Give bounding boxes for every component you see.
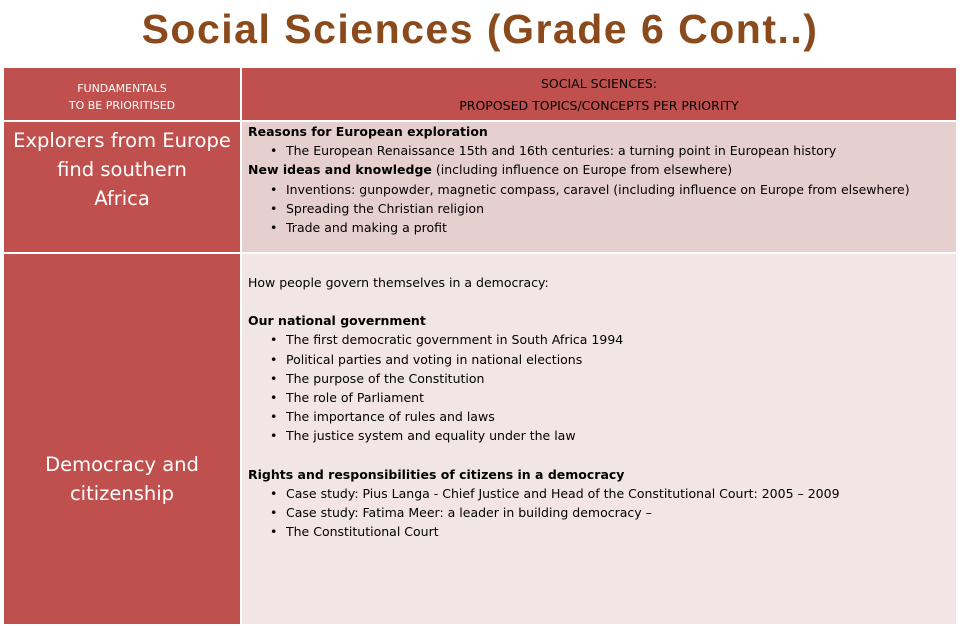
section-intro: How people govern themselves in a democracy: [248, 275, 549, 290]
list-item: • Case study: Fatima Meer: a leader in building democracy – [268, 503, 950, 522]
header-right-line1: SOCIAL SCIENCES: [540, 76, 658, 91]
list-item: • The importance of rules and laws [268, 407, 950, 426]
bullet-list [248, 180, 950, 238]
header-right-line2: PROPOSED TOPICS/CONCEPTS PER PRIORITY [459, 98, 739, 113]
section-heading: Rights and responsibilities of citizens in a democracy [248, 466, 625, 482]
header-fundamentals [3, 67, 241, 121]
bullet-list [248, 330, 950, 445]
bullet-list [248, 484, 950, 542]
list-item: • The role of Parliament [268, 388, 950, 407]
header-left-line2: TO BE PRIORITISED [68, 99, 176, 112]
list-item: • Trade and making a profit [268, 218, 950, 237]
topic-line: find southern [57, 158, 187, 181]
list-item: • Spreading the Christian religion [268, 199, 950, 218]
section-heading: New ideas and knowledge [248, 162, 432, 178]
list-item: • The purpose of the Constitution [268, 369, 950, 388]
table-row [3, 121, 957, 253]
list-item: • The first democratic government in South Africa 1994 [268, 330, 950, 349]
topic-cell-democracy [3, 253, 241, 625]
list-item: • Political parties and voting in national elections [268, 350, 950, 369]
topic-line: Democracy and [45, 453, 199, 476]
bullet-list [248, 141, 950, 160]
content-cell-explorers [241, 121, 957, 253]
table-row [3, 253, 957, 625]
spacer [248, 254, 950, 273]
section-heading-line [248, 160, 950, 179]
section-heading: Reasons for European exploration [248, 124, 488, 139]
content-cell-democracy [241, 253, 957, 625]
slide-title: Social Sciences (Grade 6 Cont..) [141, 6, 819, 52]
topics-table [2, 66, 958, 626]
topic-line: Africa [94, 187, 150, 210]
section-heading-suffix: (including influence on Europe from elsewhere) [431, 162, 733, 178]
topic-line: citizenship [69, 482, 175, 505]
spacer [248, 292, 950, 311]
topic-line: Explorers from Europe [13, 129, 231, 152]
list-item: • The justice system and equality under the law [268, 426, 950, 445]
topic-cell-explorers [3, 121, 241, 253]
spacer [248, 446, 950, 465]
list-item: • Inventions: gunpowder, magnetic compass, caravel (including influence on Europe from elsewhere) [268, 180, 950, 199]
table-header-row [3, 67, 957, 121]
header-left-line1: FUNDAMENTALS [77, 82, 167, 95]
list-item: • Case study: Pius Langa - Chief Justice and Head of the Constitutional Court: 2005 – 2009 [268, 484, 950, 503]
list-item: • The European Renaissance 15th and 16th centuries: a turning point in European history [268, 141, 950, 160]
section-heading: Our national government [248, 313, 426, 329]
list-item: • The Constitutional Court [268, 522, 950, 541]
header-topics [241, 67, 957, 121]
